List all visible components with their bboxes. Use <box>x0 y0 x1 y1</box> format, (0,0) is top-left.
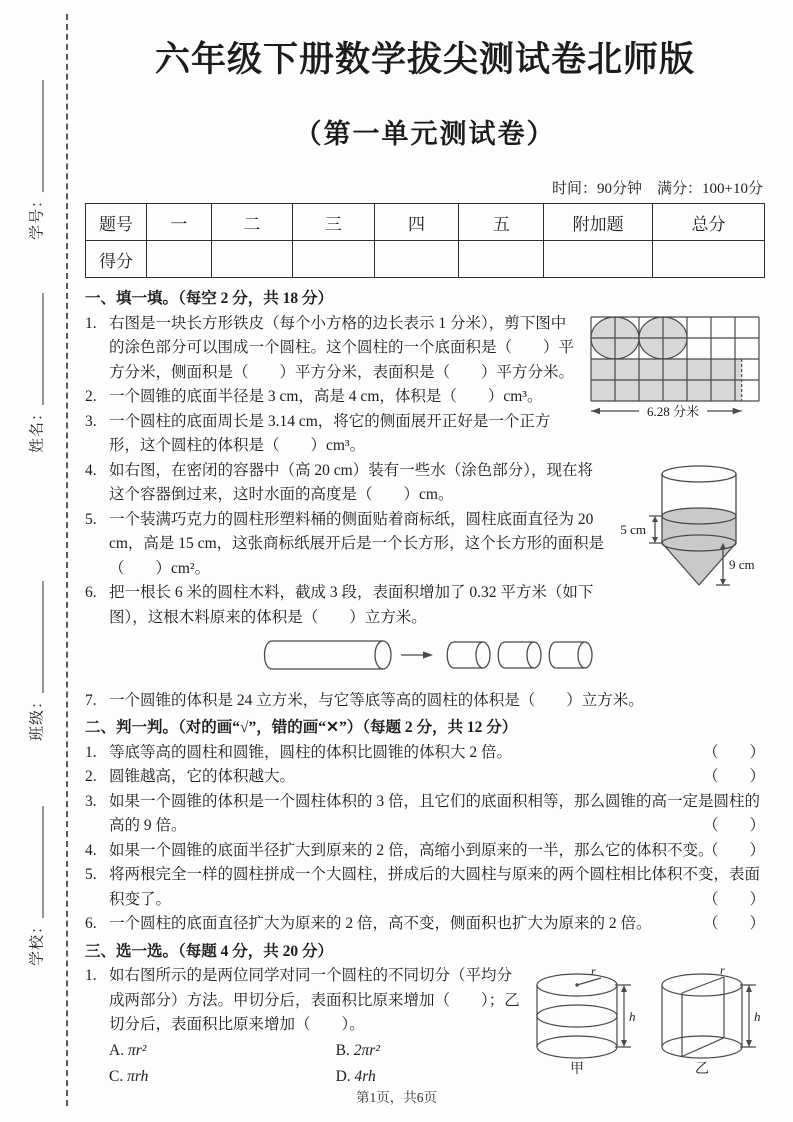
question-text: 如右图，在密闭的容器中（高 20 cm）装有一些水（涂色部分），现在将这个容器倒过来，这时水面的高度是（ ）cm。 <box>109 461 593 503</box>
question-text: 等底等高的圆柱和圆锥，圆柱的体积比圆锥的体积大 2 倍。 <box>109 743 513 761</box>
class-blank <box>30 581 44 693</box>
score-cell <box>374 241 459 278</box>
option-formula: πrh <box>127 1067 149 1085</box>
option-key: C. <box>109 1067 124 1085</box>
grid-width-label: 6.28 分米 <box>646 403 700 419</box>
score-row-label: 得分 <box>86 241 147 278</box>
class-label: 班级： <box>29 692 46 742</box>
score-col-3: 三 <box>293 204 374 241</box>
score-col-1: 一 <box>147 204 212 241</box>
question-text: 把一根长 6 米的圆柱木料，截成 3 段，表面积增加了 0.32 平方米（如下图），这根木料原来的体积是（ ）立方米。 <box>109 584 594 626</box>
radius-label-a: r <box>591 966 596 978</box>
section1-heading: 一、填一填。（每空 2 分，共 18 分） <box>85 290 334 307</box>
question-text: 一个圆锥的体积是 24 立方米，与它等底等高的圆柱的体积是（ ）立方米。 <box>109 691 644 709</box>
answer-blank: （ ） <box>702 743 765 761</box>
question-number: 3. <box>85 792 97 810</box>
score-table <box>85 203 765 278</box>
question-number: 1. <box>85 967 97 984</box>
score-cell <box>544 241 653 278</box>
option-formula: 2πr² <box>353 1041 380 1059</box>
radius-label-b: r <box>720 966 725 977</box>
sidebar-field-name <box>26 293 47 453</box>
school-label: 学校： <box>29 917 46 967</box>
grid-figure <box>587 315 765 430</box>
answer-blank: （ ） <box>702 915 765 932</box>
score-table-corner: 题号 <box>86 204 147 241</box>
log-cut-figure <box>109 633 765 688</box>
student-id-label: 学号： <box>29 191 46 241</box>
option-a <box>109 1038 336 1064</box>
option-formula: πr² <box>127 1041 147 1059</box>
question-number: 3. <box>85 412 97 430</box>
score-col-2: 二 <box>211 204 292 241</box>
water-height-label: 5 cm <box>620 521 646 537</box>
question-text: 一个装满巧克力的圆柱形塑料桶的侧面贴着商标纸，圆柱底面直径为 20 cm，高是 15 cm，这张商标纸展开后是一个长方形，这个长方形的面积是（ ）cm²。 <box>109 510 605 577</box>
question-text: 圆锥越高，它的体积越大。 <box>109 768 296 785</box>
question-text: 如果一个圆锥的底面半径扩大到原来的 2 倍，高缩小到原来的一半，那么它的体积不变。 <box>109 841 714 859</box>
score-col-total: 总分 <box>652 204 764 241</box>
score-cell <box>211 241 292 278</box>
cone-height-label: 9 cm <box>729 556 755 572</box>
answer-blank: （ ） <box>702 817 765 834</box>
question-number: 4. <box>85 461 97 479</box>
judge-item-2 <box>85 765 765 790</box>
judge-item-4 <box>85 839 765 864</box>
score-col-extra: 附加题 <box>544 204 653 241</box>
score-table-score-row <box>86 241 765 278</box>
sidebar-field-class <box>26 581 47 741</box>
option-b <box>336 1038 521 1064</box>
name-blank <box>30 293 44 405</box>
answer-blank: （ ） <box>702 841 765 859</box>
question-number: 2. <box>85 388 97 405</box>
options-list <box>109 1038 521 1090</box>
score-cell <box>147 241 212 278</box>
score-cell <box>652 241 764 278</box>
section3-heading: 三、选一选。（每题 4 分，共 20 分） <box>85 942 334 960</box>
margin-dashed-line <box>66 14 68 1106</box>
exam-body <box>85 287 765 1090</box>
question-text: 一个圆柱的底面周长是 3.14 cm，将它的侧面展开正好是一个正方形，这个圆柱的体积是（ ）cm³。 <box>109 412 551 454</box>
sidebar-field-student-id <box>26 80 47 240</box>
score-cell <box>293 241 374 278</box>
main-content <box>85 20 765 1090</box>
name-label: 姓名： <box>29 404 46 454</box>
score-col-5: 五 <box>459 204 544 241</box>
question-text: 一个圆柱的底面直径扩大为原来的 2 倍，高不变，侧面积也扩大为原来的 2 倍。 <box>109 915 652 932</box>
question-text: 一个圆锥的底面半径是 3 cm，高是 4 cm，体积是（ ）cm³。 <box>109 388 543 405</box>
question-text: 将两根完全一样的圆柱拼成一个大圆柱，拼成后的大圆柱与原来的两个圆柱相比体积不变，表面积变了。 <box>109 866 761 908</box>
question-number: 4. <box>85 841 97 859</box>
question-number: 5. <box>85 510 97 528</box>
answer-blank: （ ） <box>702 768 765 785</box>
score-table-header-row <box>86 204 765 241</box>
question-number: 7. <box>85 691 97 709</box>
judge-item-1 <box>85 741 765 766</box>
cylinder-b-caption: 乙 <box>695 1062 709 1077</box>
question-number: 1. <box>85 743 97 761</box>
question-s1-q7 <box>85 689 765 714</box>
option-formula: 4rh <box>354 1067 376 1085</box>
score-col-4: 四 <box>374 204 459 241</box>
school-blank <box>30 806 44 918</box>
question-text: 右图是一块长方形铁皮（每个小方格的边长表示 1 分米），剪下图中的涂色部分可以围成一个圆柱。这个圆柱的一个底面积是（ ）平方分米，侧面积是（ ）平方分米，表面积是（ ）平方分米。 <box>109 314 575 381</box>
container-figure <box>615 461 765 606</box>
question-number: 6. <box>85 915 97 932</box>
exam-meta: 时间：90分钟 满分：100+10分 <box>552 181 763 197</box>
option-key: B. <box>335 1041 350 1059</box>
question-text: 如果一个圆锥的体积是一个圆柱体积的 3 倍，且它们的底面积相等，那么圆锥的高一定是圆柱的高的 9 倍。 <box>109 792 761 834</box>
page-subtitle: （第一单元测试卷） <box>294 119 556 149</box>
answer-blank: （ ） <box>702 890 765 908</box>
height-label-a: h <box>629 1009 636 1024</box>
judge-item-5 <box>85 863 765 912</box>
question-number: 1. <box>85 314 97 332</box>
score-cell <box>459 241 544 278</box>
student-id-blank <box>30 80 44 192</box>
question-number: 5. <box>85 866 97 883</box>
question-number: 2. <box>85 768 97 785</box>
cylinder-a-caption: 甲 <box>570 1062 584 1077</box>
height-label-b: h <box>754 1009 761 1024</box>
judge-item-3 <box>85 790 765 839</box>
option-key: A. <box>109 1041 125 1059</box>
question-text: 如右图所示的是两位同学对同一个圆柱的不同切分（平均分成两部分）方法。甲切分后，表面积比原来增加（ ）；乙切分后，表面积比原来增加（ ）。 <box>109 967 520 1033</box>
cylinder-cut-figure <box>527 966 765 1087</box>
sidebar-field-school <box>26 806 47 966</box>
question-number: 6. <box>85 584 97 601</box>
section2-heading: 二、判一判。（对的画“√”，错的画“✕”）（每题 2 分，共 12 分） <box>85 719 518 736</box>
judge-item-6 <box>85 912 765 937</box>
option-key: D. <box>335 1067 351 1085</box>
page-number: 第1页，共6页 <box>356 1090 437 1105</box>
page-title: 六年级下册数学拔尖测试卷北师版 <box>154 40 695 79</box>
